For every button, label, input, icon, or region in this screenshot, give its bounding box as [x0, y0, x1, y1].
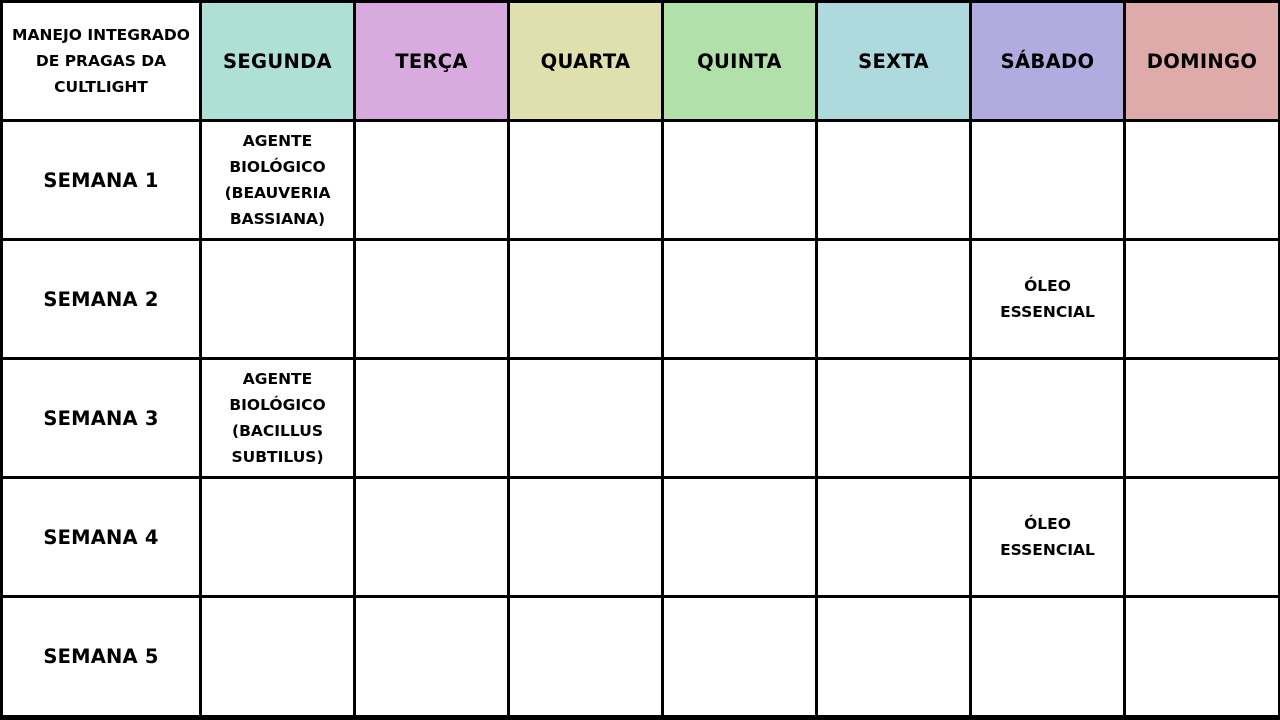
schedule-cell-w1-sexta: [818, 122, 969, 238]
day-header-terca: TERÇA: [356, 3, 507, 119]
schedule-cell-w5-segunda: [202, 598, 353, 715]
schedule-cell-w3-quinta: [664, 360, 815, 476]
schedule-cell-w2-quinta: [664, 241, 815, 357]
schedule-cell-w4-terca: [356, 479, 507, 595]
schedule-cell-w5-sexta: [818, 598, 969, 715]
week-label-5: SEMANA 5: [3, 598, 199, 715]
week-label-2: SEMANA 2: [3, 241, 199, 357]
table-title: MANEJO INTEGRADO DE PRAGAS DA CULTLIGHT: [3, 3, 199, 119]
schedule-cell-w4-sexta: [818, 479, 969, 595]
schedule-cell-w2-quarta: [510, 241, 661, 357]
week-label-4: SEMANA 4: [3, 479, 199, 595]
schedule-cell-w2-segunda: [202, 241, 353, 357]
day-header-quinta: QUINTA: [664, 3, 815, 119]
day-header-sexta: SEXTA: [818, 3, 969, 119]
schedule-cell-w5-sabado: [972, 598, 1123, 715]
schedule-cell-w1-terca: [356, 122, 507, 238]
schedule-cell-w3-terca: [356, 360, 507, 476]
schedule-cell-w1-segunda: AGENTE BIOLÓGICO (BEAUVERIA BASSIANA): [202, 122, 353, 238]
schedule-cell-w2-domingo: [1126, 241, 1278, 357]
schedule-cell-w5-quinta: [664, 598, 815, 715]
schedule-cell-w1-domingo: [1126, 122, 1278, 238]
schedule-cell-w2-sabado: ÓLEO ESSENCIAL: [972, 241, 1123, 357]
schedule-cell-w1-sabado: [972, 122, 1123, 238]
day-header-segunda: SEGUNDA: [202, 3, 353, 119]
schedule-cell-w2-terca: [356, 241, 507, 357]
schedule-cell-w5-terca: [356, 598, 507, 715]
schedule-cell-w1-quarta: [510, 122, 661, 238]
schedule-cell-w4-quinta: [664, 479, 815, 595]
week-label-1: SEMANA 1: [3, 122, 199, 238]
schedule-cell-w3-sexta: [818, 360, 969, 476]
schedule-cell-w4-segunda: [202, 479, 353, 595]
schedule-cell-w4-quarta: [510, 479, 661, 595]
schedule-cell-w3-sabado: [972, 360, 1123, 476]
schedule-cell-w5-quarta: [510, 598, 661, 715]
schedule-cell-w3-segunda: AGENTE BIOLÓGICO (BACILLUS SUBTILUS): [202, 360, 353, 476]
schedule-cell-w1-quinta: [664, 122, 815, 238]
day-header-quarta: QUARTA: [510, 3, 661, 119]
week-label-3: SEMANA 3: [3, 360, 199, 476]
schedule-cell-w3-domingo: [1126, 360, 1278, 476]
schedule-cell-w5-domingo: [1126, 598, 1278, 715]
schedule-cell-w2-sexta: [818, 241, 969, 357]
schedule-cell-w4-sabado: ÓLEO ESSENCIAL: [972, 479, 1123, 595]
schedule-cell-w4-domingo: [1126, 479, 1278, 595]
schedule-cell-w3-quarta: [510, 360, 661, 476]
day-header-domingo: DOMINGO: [1126, 3, 1278, 119]
day-header-sabado: SÁBADO: [972, 3, 1123, 119]
